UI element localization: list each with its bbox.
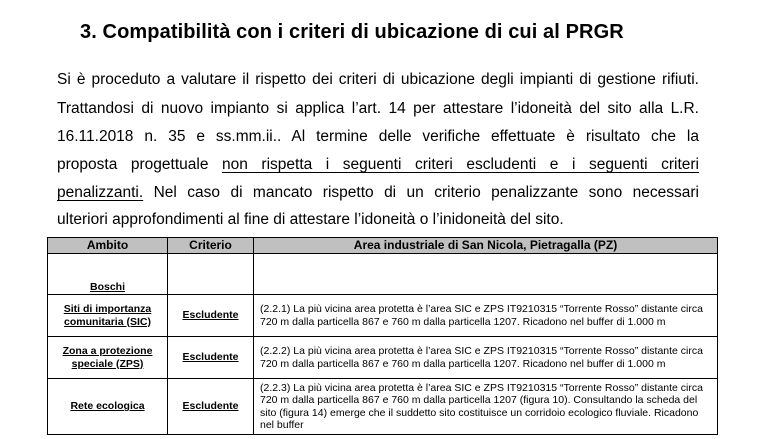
cell-desc (254, 254, 718, 295)
cell-ambito: Rete ecologica (48, 379, 168, 435)
cell-desc: (2.2.3) La più vicina area protetta è l’area SIC e ZPS IT9210315 “Torrente Rosso” distante circa 720 m dalla particella 867 e 760 m dalla particella 1207 (figura 10). Consultando la scheda del sito (figura 14) emerge che il suddetto sito costituisce un corridoio ecologico fluviale. Ricadono nel buffer (254, 379, 718, 435)
paragraph-line: Trattandosi di nuovo impianto si applica l’art. 14 per attestare l’idoneità del sito alla L.R. (57, 100, 699, 117)
criteria-table (47, 237, 718, 435)
header-criterio: Criterio (168, 238, 254, 254)
cell-ambito: Zona a protezione speciale (ZPS) (48, 337, 168, 379)
cell-criterio: Escludente (168, 337, 254, 379)
paragraph-text: Nel caso di mancato rispetto di un criterio penalizzante sono necessari (143, 184, 699, 201)
cell-criterio (168, 254, 254, 295)
paragraph-line (57, 182, 699, 204)
cell-ambito: Siti di importanza comunitaria (SIC) (48, 295, 168, 337)
paragraph-line: Si è proceduto a valutare il rispetto dei criteri di ubicazione degli impianti di gestione rifiuti. (57, 71, 699, 88)
header-ambito: Ambito (48, 238, 168, 254)
cell-ambito (48, 254, 168, 295)
underlined-text: penalizzanti. (57, 184, 144, 201)
cell-criterio: Escludente (168, 295, 254, 337)
underlined-text: non rispetta i seguenti criteri escludenti e i seguenti criteri (222, 156, 699, 173)
table-row (48, 379, 718, 435)
section-heading: 3. Compatibilità con i criteri di ubicazione di cui al PRGR (80, 21, 624, 43)
cell-criterio: Escludente (168, 379, 254, 435)
table-row (48, 337, 718, 379)
header-area: Area industriale di San Nicola, Pietragalla (PZ) (254, 238, 718, 254)
paragraph-line (57, 154, 699, 176)
paragraph-text: proposta progettuale (57, 156, 222, 173)
clipped-ambito-text: Boschi (89, 281, 125, 293)
cell-desc: (2.2.2) La più vicina area protetta è l’area SIC e ZPS IT9210315 “Torrente Rosso” distante circa 720 m dalla particella 867 e 760 m dalla particella 1207. Ricadono nel buffer di 1.000 m (254, 337, 718, 379)
table-header-row (48, 238, 718, 254)
paragraph-line: 16.11.2018 n. 35 e ss.mm.ii.. Al termine delle verifiche effettuate è risultato che la (57, 128, 699, 145)
table-row (48, 295, 718, 337)
cell-desc: (2.2.1) La più vicina area protetta è l’area SIC e ZPS IT9210315 “Torrente Rosso” distante circa 720 m dalla particella 867 e 760 m dalla particella 1207. Ricadono nel buffer di 1.000 m (254, 295, 718, 337)
table-row (48, 254, 718, 295)
paragraph-line: ulteriori approfondimenti al fine di attestare l’idoneità o l’inidoneità del sito. (57, 211, 564, 228)
